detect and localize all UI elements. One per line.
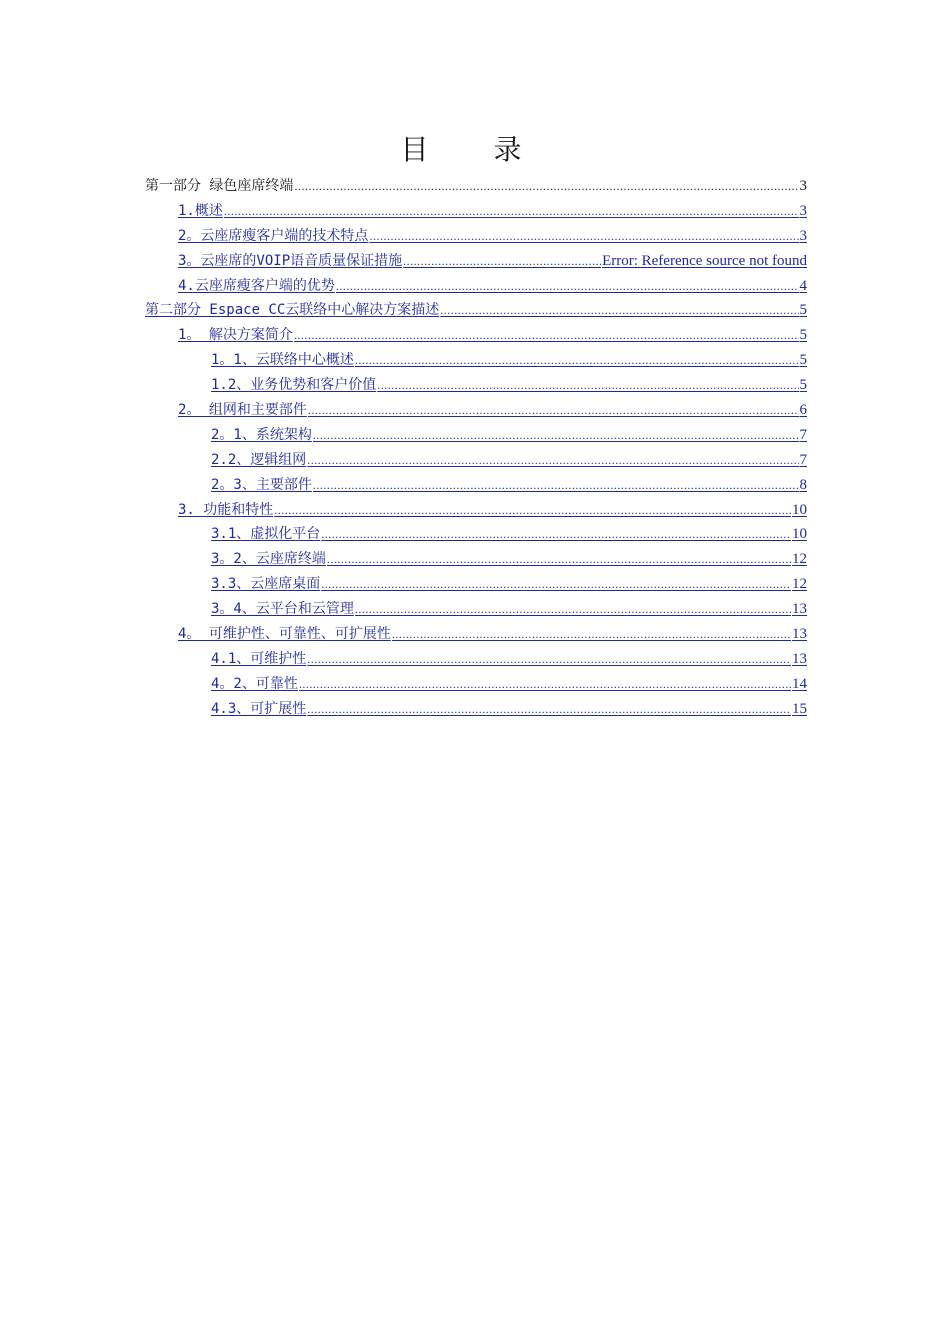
toc-entry-text: 2。 组网和主要部件 bbox=[178, 402, 307, 419]
toc-leader-dots bbox=[299, 672, 791, 697]
toc-leader-dots bbox=[403, 249, 601, 274]
toc-page-number: 4 bbox=[799, 277, 807, 294]
toc-leader-dots bbox=[336, 274, 799, 299]
toc-page-number: 3 bbox=[799, 202, 807, 219]
toc-entry-text: 2.2、逻辑组网 bbox=[211, 451, 307, 468]
toc-leader-dots bbox=[307, 647, 791, 672]
toc-leader-dots bbox=[224, 199, 799, 224]
toc-entry-link[interactable] bbox=[145, 298, 807, 323]
toc-reference-error: Error: Reference source not found bbox=[602, 252, 807, 269]
toc-leader-dots bbox=[313, 423, 799, 448]
toc-entry-link[interactable] bbox=[145, 249, 807, 274]
toc-entry-text: 2。云座席瘦客户端的技术特点 bbox=[178, 227, 369, 244]
toc-page-number: 13 bbox=[792, 626, 807, 643]
toc-entry-link[interactable] bbox=[145, 647, 807, 672]
toc-page-number: 5 bbox=[799, 377, 807, 394]
toc-entry-link[interactable] bbox=[145, 323, 807, 348]
toc-leader-dots bbox=[313, 473, 799, 498]
toc-leader-dots bbox=[327, 547, 791, 572]
toc-page-number: 6 bbox=[799, 402, 807, 419]
toc-leader-dots bbox=[321, 572, 791, 597]
toc-leader-dots bbox=[355, 597, 791, 622]
toc-page-number: 13 bbox=[792, 650, 807, 667]
toc-leader-dots bbox=[274, 498, 791, 523]
toc-page-number: 10 bbox=[792, 526, 807, 543]
toc-entry-text: 4。 可维护性、可靠性、可扩展性 bbox=[178, 626, 391, 643]
toc-entry-link[interactable] bbox=[145, 473, 807, 498]
toc-leader-dots bbox=[377, 373, 798, 398]
toc-leader-dots bbox=[307, 697, 791, 722]
toc-page-number: 14 bbox=[792, 675, 807, 692]
toc-entry-text: 1。 解决方案简介 bbox=[178, 327, 293, 344]
toc-page-number: 5 bbox=[799, 302, 807, 319]
toc-page-number: 12 bbox=[792, 576, 807, 593]
toc-entry-text: 3.1、虚拟化平台 bbox=[211, 526, 321, 543]
table-of-contents bbox=[145, 174, 807, 722]
toc-page-number: 3 bbox=[799, 178, 807, 194]
toc-entry-link[interactable] bbox=[145, 348, 807, 373]
toc-page-number: 7 bbox=[799, 426, 807, 443]
toc-entry-text: 1.概述 bbox=[178, 202, 223, 219]
toc-entry-text: 4.3、可扩展性 bbox=[211, 700, 307, 717]
toc-page-number: 7 bbox=[799, 451, 807, 468]
toc-entry-link[interactable] bbox=[145, 373, 807, 398]
toc-entry-text: 3. 功能和特性 bbox=[178, 501, 274, 518]
toc-entry-link[interactable] bbox=[145, 423, 807, 448]
toc-page-number: 5 bbox=[799, 327, 807, 344]
toc-entry-link[interactable] bbox=[145, 274, 807, 299]
toc-entry-link[interactable] bbox=[145, 697, 807, 722]
toc-leader-dots bbox=[308, 398, 799, 423]
toc-entry-link[interactable] bbox=[145, 522, 807, 547]
toc-page-number: 5 bbox=[799, 352, 807, 369]
toc-leader-dots bbox=[440, 298, 798, 323]
toc-entry-text: 1.2、业务优势和客户价值 bbox=[211, 377, 377, 394]
toc-entry-link[interactable] bbox=[145, 597, 807, 622]
toc-entry-text: 1。1、云联络中心概述 bbox=[211, 352, 354, 369]
toc-page-number: 13 bbox=[792, 601, 807, 618]
toc-entry-text: 3.3、云座席桌面 bbox=[211, 576, 321, 593]
toc-leader-dots bbox=[294, 323, 799, 348]
toc-entry-text: 4。2、可靠性 bbox=[211, 675, 298, 692]
toc-entry-link[interactable] bbox=[145, 547, 807, 572]
toc-entry-text: 2。3、主要部件 bbox=[211, 476, 312, 493]
toc-page-number: 3 bbox=[799, 227, 807, 244]
toc-page-number: 15 bbox=[792, 700, 807, 717]
toc-entry-link[interactable] bbox=[145, 622, 807, 647]
toc-entry-text: 2。1、系统架构 bbox=[211, 426, 312, 443]
toc-entry-link[interactable] bbox=[145, 224, 807, 249]
toc-title: 目 录 bbox=[400, 133, 550, 166]
toc-entry-text: 3。4、云平台和云管理 bbox=[211, 601, 354, 618]
toc-page-number: 12 bbox=[792, 551, 807, 568]
toc-entry-text: 4.1、可维护性 bbox=[211, 650, 307, 667]
toc-leader-dots bbox=[355, 348, 799, 373]
toc-leader-dots bbox=[294, 174, 798, 199]
toc-entry-text: 第二部分 Espace CC云联络中心解决方案描述 bbox=[145, 302, 440, 319]
toc-entry-link[interactable] bbox=[145, 572, 807, 597]
toc-entry-text: 4.云座席瘦客户端的优势 bbox=[178, 277, 335, 294]
toc-entry-text: 第一部分 绿色座席终端 bbox=[145, 178, 294, 194]
toc-entry[interactable] bbox=[145, 174, 807, 199]
toc-page-number: 8 bbox=[799, 476, 807, 493]
toc-entry-text: 3。云座席的VOIP语音质量保证措施 bbox=[178, 252, 403, 269]
toc-entry-link[interactable] bbox=[145, 448, 807, 473]
toc-entry-text: 3。2、云座席终端 bbox=[211, 551, 326, 568]
toc-page-number: 10 bbox=[792, 501, 807, 518]
toc-leader-dots bbox=[392, 622, 791, 647]
toc-entry-link[interactable] bbox=[145, 672, 807, 697]
toc-entry-link[interactable] bbox=[145, 498, 807, 523]
toc-leader-dots bbox=[307, 448, 798, 473]
toc-entry-link[interactable] bbox=[145, 398, 807, 423]
toc-leader-dots bbox=[321, 522, 791, 547]
toc-leader-dots bbox=[369, 224, 798, 249]
toc-entry-link[interactable] bbox=[145, 199, 807, 224]
